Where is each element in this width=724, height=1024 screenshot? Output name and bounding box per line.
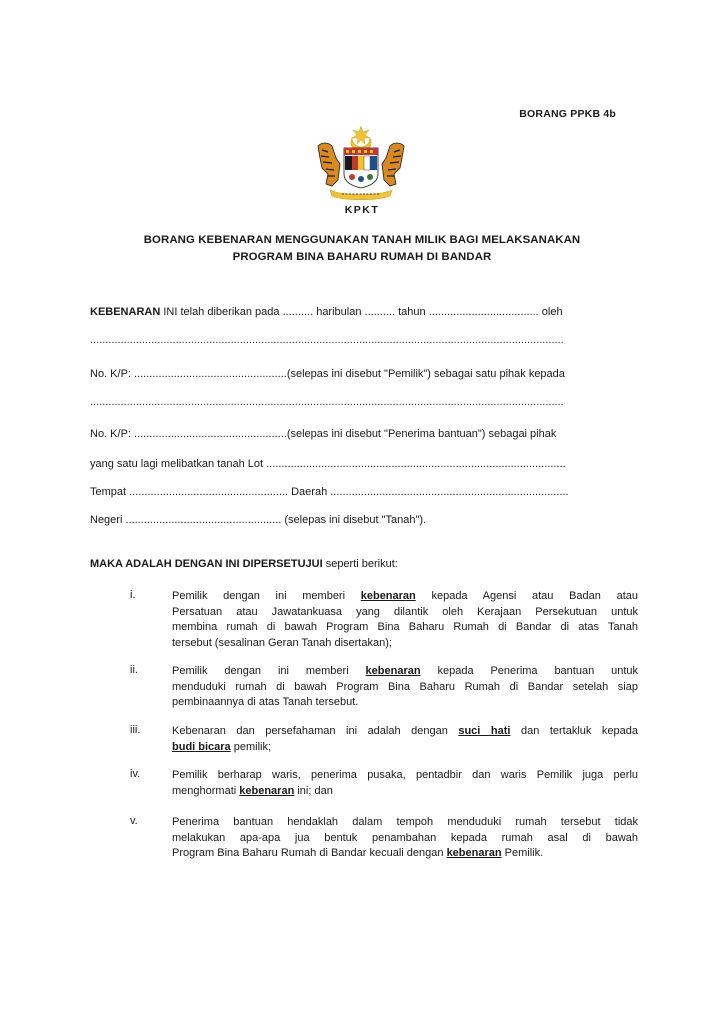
agreement-intro-text: seperti berikut: [322, 558, 398, 570]
clause-text: Kebenaran dan persefahaman ini adalah dengan [172, 725, 459, 737]
permission-date-text: INI telah diberikan pada .......... haribulan .......... tahun .................................... oleh [160, 306, 563, 318]
title-line-2: PROGRAM BINA BAHARU RUMAH DI BANDAR [232, 251, 492, 263]
clause-number: i. [130, 589, 136, 601]
agreement-intro-bold: MAKA ADALAH DENGAN INI DIPERSETUJUI [90, 558, 323, 570]
clause-number: iii. [130, 724, 141, 736]
clause-text: menghormati [172, 784, 240, 797]
recipient-name-blank: ........................................................................................................................................................... [90, 396, 564, 408]
recipient-ic-line: No. K/P: ..................................................(selepas ini disebut "Penerima bantuan") sebagai pihak [90, 428, 557, 440]
permission-label: KEBENARAN [90, 306, 161, 318]
agreement-intro [90, 558, 638, 570]
underlined-term: budi bicara [172, 740, 231, 753]
underlined-term: kebenaran [446, 847, 502, 859]
clause-number: ii. [130, 664, 138, 676]
clause-text: kepada Agensi atau Badan atau [415, 590, 638, 602]
clause-text: pembinaannya di atas Tanah tersebut. [172, 696, 359, 708]
clause-text: melakukan apa-apa jua bentuk penambahan kepada rumah asal di bawah [172, 831, 638, 844]
owner-ic-line: No. K/P: ..................................................(selepas ini disebut "Pemilik") sebagai satu pihak kepada [90, 368, 565, 380]
underlined-term: kebenaran [239, 784, 295, 797]
clause-number: v. [130, 815, 138, 827]
form-code: BORANG PPKB 4b [519, 108, 616, 120]
clause-text: tersebut (sesalinan Geran Tanah disertakan); [172, 636, 392, 649]
state-line: Negeri ................................................... (selepas ini disebut "Tanah"). [90, 514, 427, 526]
clause-text: dan tertakluk kepada [510, 725, 638, 737]
clause-text: menduduki rumah di bawah Program Bina Baharu Rumah di Bandar setelah siap [172, 680, 638, 693]
title-line-1: BORANG KEBENARAN MENGGUNAKAN TANAH MILIK BAGI MELAKSANAKAN [143, 234, 581, 246]
underlined-term: kebenaran [360, 590, 416, 602]
clause-text: membina rumah di bawah Program Bina Baharu Rumah di Bandar di atas Tanah [172, 621, 638, 633]
clause-text: Persatuan atau Jawatankuasa yang dilantik oleh Kerajaan Persekutuan untuk [172, 605, 638, 618]
place-district-line: Tempat .................................................... Daerah .............................................................................. [90, 486, 569, 498]
agency-name: KPKT [344, 204, 380, 216]
clause-text: Pemilik. [501, 847, 544, 859]
underlined-term: kebenaran [365, 665, 421, 677]
clause-text: Pemilik berharap waris, penerima pusaka, pentadbir dan waris Pemilik juga perlu [172, 769, 638, 781]
clause-text: ini; dan [294, 784, 333, 797]
owner-name-blank: ........................................................................................................................................................... [90, 334, 564, 346]
clause-text: Penerima bantuan hendaklah dalam tempoh menduduki rumah tersebut tidak [172, 816, 638, 828]
malaysia-coat-of-arms-icon [312, 124, 410, 202]
clause-text: Program Bina Baharu Rumah di Bandar kecuali dengan [172, 847, 447, 859]
document-title [60, 232, 664, 266]
permission-date-line [90, 306, 638, 318]
clause-text: pemilik; [230, 740, 272, 753]
land-lot-line: yang satu lagi melibatkan tanah Lot .................................................................................................. [90, 458, 566, 470]
clause-number: iv. [130, 768, 141, 780]
underlined-term: suci hati [458, 725, 511, 737]
clause-text: Pemilik dengan ini memberi [172, 590, 361, 602]
clause-text: kepada Penerima bantuan untuk [420, 665, 639, 677]
clause-text: Pemilik dengan ini memberi [172, 665, 366, 677]
